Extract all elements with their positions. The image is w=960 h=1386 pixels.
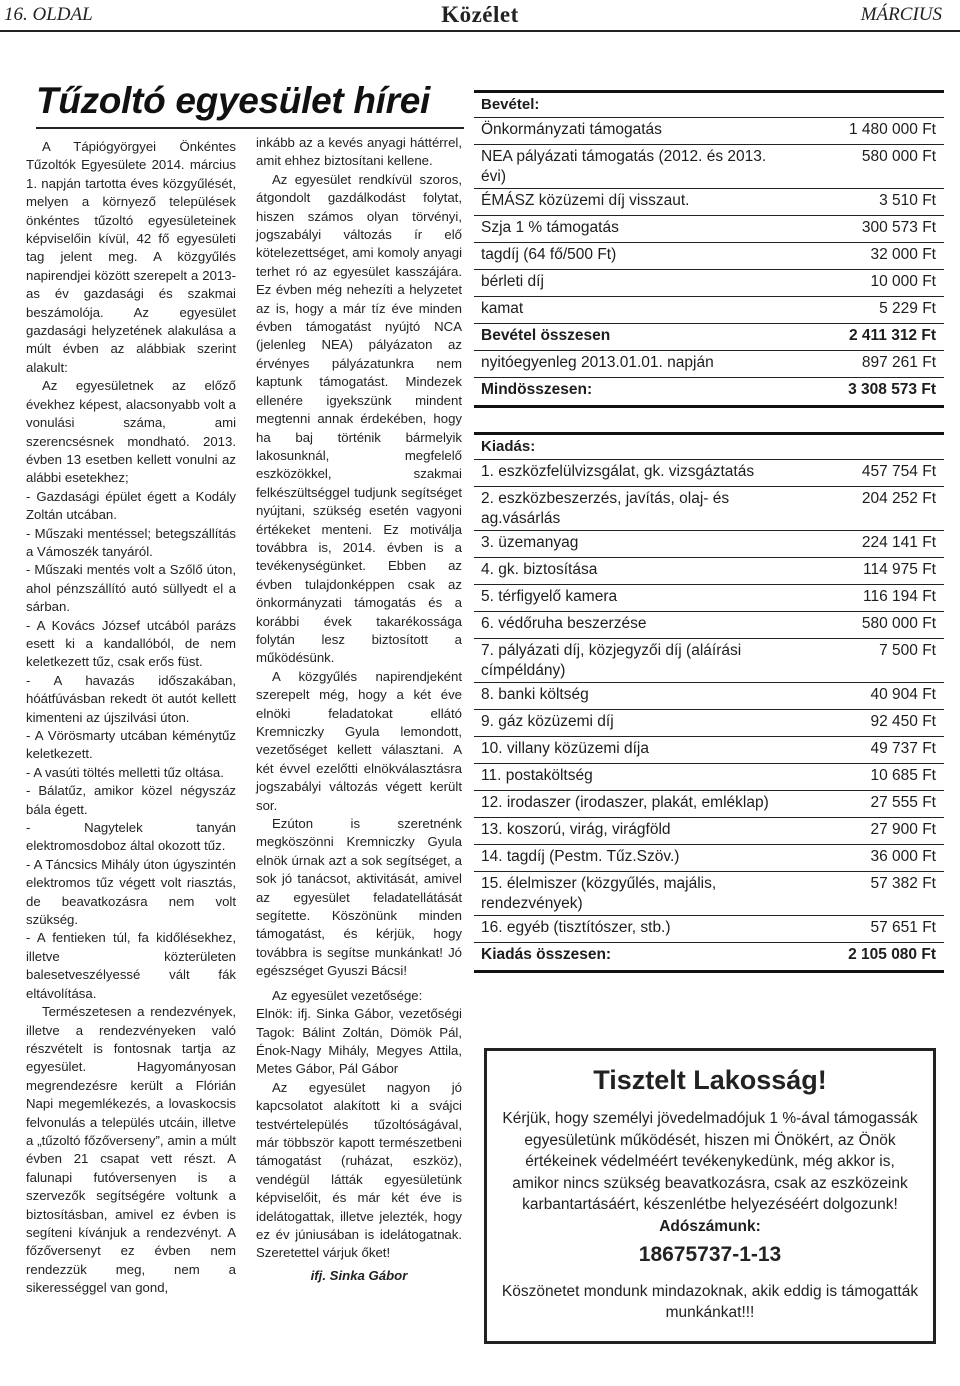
row-value: 457 754 Ft — [861, 463, 936, 480]
table-row — [474, 487, 944, 531]
list-item: - Nagytelek tanyán elektromosdoboz által okozott tűz. — [26, 820, 236, 854]
list-item: - Műszaki mentés volt a Szőlő úton, ahol pénzszállító autó süllyedt el a sárban. — [26, 562, 236, 615]
list-item: - A Táncsics Mihály úton úgyszintén elektromos tűz végett volt riasztás, de beavatkozásra nem volt szükség. — [26, 856, 236, 928]
table-row — [474, 351, 944, 378]
signature: ifj. Sinka Gábor — [310, 1267, 408, 1283]
table-row — [474, 297, 944, 324]
leadership-list: Elnök: ifj. Sinka Gábor, vezetőségi Tagok: Bálint Zoltán, Dömök Pál, Énok-Nagy Mihály, Megyes Attila, Metes Gábor, Pál Gábor — [256, 1006, 462, 1077]
row-value: 204 252 Ft — [861, 490, 936, 507]
table-row — [474, 145, 944, 189]
table-row — [474, 639, 944, 683]
income-table — [474, 90, 944, 408]
table-row — [474, 378, 944, 405]
notice-title: Tisztelt Lakosság! — [593, 1065, 827, 1095]
table-row — [474, 558, 944, 585]
list-item: - A vasúti töltés melletti tűz oltása. — [26, 764, 224, 780]
table-row — [474, 791, 944, 818]
tax-donation-notice — [484, 1048, 936, 1344]
row-label: tagdíj (64 fő/500 Ft) — [481, 246, 617, 263]
row-value: 10 000 Ft — [870, 273, 936, 290]
expense-heading: Kiadás: — [474, 435, 944, 460]
row-value: 10 685 Ft — [870, 767, 936, 784]
row-value: 116 194 Ft — [863, 588, 936, 605]
row-value: 114 975 Ft — [863, 561, 936, 578]
paragraph: A Tápiógyörgyei Önkéntes Tűzoltók Egyesülete 2014. március 1. napján tartotta éves közgyűlését, melyen a környező települések önkéntes tűzoltó egyesületeinek képviselőin kívül, 42 fő egyesületi tag jelent meg. A közgyűlés napirendjei között szerepelt a 2013-as év gazdasági és szakmai beszámolója. Az egyesület gazdasági helyzetének alakulása a múlt évben az alábbiak szerint alakult: — [26, 139, 236, 375]
table-row — [474, 612, 944, 639]
row-label: Önkormányzati támogatás — [481, 121, 662, 138]
row-value: 580 000 Ft — [861, 148, 936, 165]
table-row — [474, 531, 944, 558]
expense-table — [474, 432, 944, 973]
row-value: 57 382 Ft — [870, 875, 936, 892]
row-label: bérleti díj — [481, 273, 544, 290]
row-label: 5. térfigyelő kamera — [481, 588, 618, 605]
section-name: Közélet — [441, 2, 519, 27]
notice-body: Kérjük, hogy személyi jövedelmadójuk 1 %-ával támogassák egyesületünk működését, hiszen mi Önökért, az Önök értékeinek védelméért tevékenykedünk, még akkor is, amikor nincs szükség beavatkozásra, csak az eszközeink karbantartásáért, készenlétbe helyezéséért dolgozunk! — [502, 1110, 918, 1213]
table-row — [474, 818, 944, 845]
income-heading: Bevétel: — [474, 93, 944, 118]
table-row — [474, 916, 944, 943]
paragraph: Természetesen a rendezvények, illetve a rendezvényeken való részvételt is fontosnak tartja az egyesület. Hagyományosan megrendezésre került a Flórián Napi megemlékezés, a lovaskocsis felvonulás a település utcáin, illetve a „tűzoltó főzőverseny”, amin a múlt évben 21 csapat vett részt. A falunapi futóversenyen is a szervezők segítségére voltunk a biztosításban, amivel ez évben is segíteni kívánjuk a rendezvényt. A főzőversenyt ez évben nem rendezzük meg, nem a sikerességgel van gond, — [26, 1004, 236, 1296]
row-value: 224 141 Ft — [861, 534, 936, 551]
table-row — [474, 764, 944, 791]
row-value: 57 651 Ft — [870, 919, 936, 936]
row-label: 16. egyéb (tisztítószer, stb.) — [481, 919, 671, 936]
paragraph: inkább az a kevés anyagi háttérrel, amit ehhez biztosítani kellene. — [256, 135, 462, 169]
paragraph: Ezúton is szeretnénk megköszönni Kremniczky Gyula elnök úrnak azt a sok segítséget, a sok jó tanácsot, aktivitását, amivel az egyesület feladatellátását segítette. Köszönünk minden támogatást, és kérjük, hogy továbbra is segítse munkánkat! Jó egészséget Gyuszi Bácsi! — [256, 816, 462, 979]
paragraph: Az egyesületnek az előző évekhez képest, alacsonyabb volt a vonulási száma, ami szerencsésnek mondható. 2013. évben 13 esetben kellett vonulni az alábbi esetekhez; — [26, 378, 236, 486]
row-value: 3 308 573 Ft — [848, 381, 936, 398]
leadership-heading: Az egyesület vezetősége: — [272, 987, 423, 1003]
table-row — [474, 872, 944, 916]
tax-number: 18675737-1-13 — [638, 1242, 782, 1266]
article-column-2 — [256, 134, 462, 1285]
row-label: 7. pályázati díj, közjegyzői díj (aláírási címpéldány) — [481, 642, 742, 679]
row-label: 3. üzemanyag — [481, 534, 579, 551]
table-row — [474, 216, 944, 243]
paragraph: Az egyesület nagyon jó kapcsolatot alakított ki a svájci testvértelepülés tűzoltóságával, már többször kapott természetbeni támogatást (ruházat, eszköz), vendégül látták egyesületünk képviselőit, és már két éve is idelátogattak, illetve jelezték, hogy ez év júniusában is idelátogatnak. Szeretettel várjuk őket! — [256, 1079, 462, 1261]
list-item: - A Vörösmarty utcában kéménytűz keletkezett. — [26, 728, 236, 762]
table-row — [474, 118, 944, 145]
article-title: Tűzoltó egyesület hírei — [36, 80, 430, 121]
row-value: 7 500 Ft — [879, 642, 936, 659]
row-label: 1. eszközfelülvizsgálat, gk. vizsgáztatás — [481, 463, 755, 480]
row-label: 4. gk. biztosítása — [481, 561, 598, 578]
table-row — [474, 189, 944, 216]
row-value: 1 480 000 Ft — [848, 121, 936, 138]
row-value: 2 411 312 Ft — [848, 327, 936, 344]
list-item: - A havazás időszakában, hóátfúvásban rekedt öt autót kellett kimenteni az újszilvási úton. — [26, 672, 236, 725]
row-label: 8. banki költség — [481, 686, 589, 703]
row-value: 27 900 Ft — [870, 821, 936, 838]
row-value: 580 000 Ft — [861, 615, 936, 632]
row-label: NEA pályázati támogatás (2012. és 2013. évi) — [481, 148, 767, 185]
tax-number-label: Adószámunk: — [659, 1217, 761, 1235]
issue-month: MÁRCIUS — [860, 4, 942, 25]
row-value: 49 737 Ft — [870, 740, 936, 757]
table-row — [474, 737, 944, 764]
row-label: Szja 1 % támogatás — [481, 219, 619, 236]
row-value: 36 000 Ft — [870, 848, 936, 865]
row-label: 15. élelmiszer (közgyűlés, majális, rendezvények) — [481, 875, 717, 912]
table-row — [474, 270, 944, 297]
row-label: 12. irodaszer (irodaszer, plakát, emléklap) — [481, 794, 769, 811]
page-number: 16. OLDAL — [4, 4, 93, 25]
list-item: - Gazdasági épület égett a Kodály Zoltán utcában. — [26, 488, 236, 523]
row-label: 11. postaköltség — [481, 767, 593, 784]
list-item: - Bálatűz, amikor közel négyszáz bála égett. — [26, 783, 236, 817]
list-item: - A fentieken túl, fa kidőlésekhez, illetve közterületen balesetveszélyessé vált fák eltávolítása. — [26, 930, 236, 1001]
row-label: Mindösszesen: — [481, 381, 593, 398]
table-row — [474, 710, 944, 737]
table-row — [474, 683, 944, 710]
row-value: 32 000 Ft — [870, 246, 936, 263]
row-value: 27 555 Ft — [870, 794, 936, 811]
row-label: kamat — [481, 300, 524, 317]
row-label: 9. gáz közüzemi díj — [481, 713, 614, 730]
row-value: 40 904 Ft — [870, 686, 936, 703]
table-row — [474, 324, 944, 351]
table-row — [474, 845, 944, 872]
list-item: - A Kovács József utcából parázs esett ki a kandallóból, de nem keletkezett tűz, csak erős füst. — [26, 617, 236, 670]
paragraph: Az egyesület rendkívül szoros, átgondolt gazdálkodást folytat, hiszen számos olyan törvényi, jogszabályi változás ír elő kötelezettséget, ami komoly anyagi terhet ró az egyesület kasszájára. Ez évben még nehezíti a helyzetet az is, hogy a már tíz éve minden évben támogatást nyújtó NCA (jelenleg NEA) pályázaton az érvényes pályázatunkra nem kaptunk támogatást. Mindezek ellenére igyekszünk mindent megtenni annak érdekében, hogy ha baj történik bármelyik lakosunknál, megfelelő eszközökkel, szakmai felkészültséggel tudjunk segítséget nyújtani, szükség esetén vagyoni értékeket menteni. Ez motiválja továbbra is, 2014. évben is a tevékenységünket. Ebben az évben tulajdonképpen csak az önkormányzati támogatás és a korábbi évek takarékossága folytán lesz biztosított a működésünk. — [256, 171, 462, 666]
row-value: 5 229 Ft — [879, 300, 936, 317]
row-label: 14. tagdíj (Pestm. Tűz.Szöv.) — [481, 848, 680, 865]
table-row — [474, 585, 944, 612]
paragraph: A közgyűlés napirendjeként szerepelt még, hogy a két éve elnöki feladatokat ellátó Kremniczky Gyula lemondott, vezetőséget kellett választani. A két évvel ezelőtti elnökválasztásra jogszabályi változás végett került sor. — [256, 668, 462, 813]
list-item: - Műszaki mentéssel; betegszállítás a Vámoszék tanyáról. — [26, 525, 236, 559]
page-header — [0, 0, 960, 32]
table-row — [474, 943, 944, 970]
row-label: 2. eszközbeszerzés, javítás, olaj- és ag.vásárlás — [481, 490, 730, 527]
row-label: Bevétel összesen — [481, 327, 611, 344]
table-row — [474, 460, 944, 487]
row-value: 3 510 Ft — [879, 192, 936, 209]
notice-thanks: Köszönetet mondunk mindazoknak, akik eddig is támogatták munkánkat!!! — [501, 1282, 919, 1321]
title-underline — [36, 127, 464, 129]
row-label: nyitóegyenleg 2013.01.01. napján — [481, 354, 714, 371]
row-label: 13. koszorú, virág, virágföld — [481, 821, 671, 838]
row-label: ÉMÁSZ közüzemi díj visszaut. — [481, 192, 690, 209]
table-row — [474, 243, 944, 270]
row-label: 6. védőruha beszerzése — [481, 615, 647, 632]
row-value: 897 261 Ft — [861, 354, 936, 371]
row-value: 300 573 Ft — [861, 219, 936, 236]
article-column-1 — [26, 138, 236, 1298]
row-label: Kiadás összesen: — [481, 946, 612, 963]
row-value: 92 450 Ft — [870, 713, 936, 730]
row-value: 2 105 080 Ft — [848, 946, 936, 963]
row-label: 10. villany közüzemi díja — [481, 740, 649, 757]
